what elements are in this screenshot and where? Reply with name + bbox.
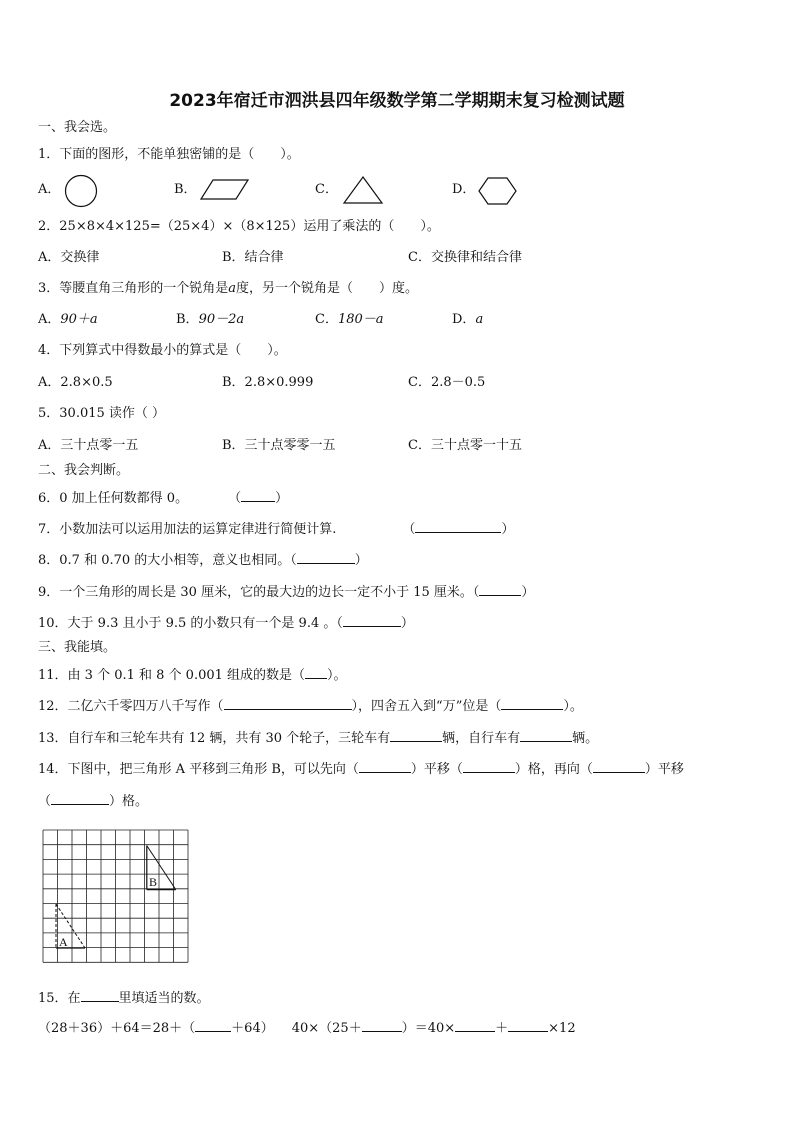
section-heading-choose: 一、我会选。 bbox=[38, 120, 117, 135]
q15-pre: 15．在 bbox=[38, 991, 81, 1006]
q15-expr1-a: （28＋36）＋64＝28＋（ bbox=[38, 1021, 196, 1036]
q14-text-1: 14．下图中，把三角形 A 平移到三角形 B，可以先向（ bbox=[38, 762, 359, 777]
q3-option-a-expr: 90＋a bbox=[60, 312, 98, 327]
q14-text-2: ）平移（ bbox=[410, 762, 463, 777]
q4-option-c: C．2.8－0.5 bbox=[408, 375, 486, 390]
question-7: 7．小数加法可以运用加法的运算定律进行简便计算. （ ） bbox=[38, 519, 514, 539]
question-12 bbox=[38, 696, 583, 716]
q14-steps-1-blank[interactable] bbox=[463, 759, 515, 773]
q3-option-c bbox=[315, 311, 384, 329]
q6-close-paren: ） bbox=[275, 491, 289, 506]
q13-pre: 13．自行车和三轮车共有 12 辆，共有 30 个轮子，三轮车有 bbox=[38, 731, 391, 746]
q3-option-b-expr: 90－2a bbox=[198, 312, 245, 327]
hexagon-shape-icon bbox=[478, 176, 518, 206]
q3-stem-pre: 3．等腰直角三角形的一个锐角是 bbox=[38, 281, 229, 296]
triangle-shape-icon bbox=[342, 175, 384, 205]
q14-text-6: ）格。 bbox=[109, 794, 149, 809]
circle-shape-icon bbox=[64, 174, 98, 208]
question-2-stem: 2．25×8×4×125=（25×4）×（8×125）运用了乘法的（ ）。 bbox=[38, 219, 440, 234]
q7-close-paren: ） bbox=[501, 522, 515, 537]
q9-close-paren: ） bbox=[521, 585, 535, 600]
q13-mid: 辆，自行车有 bbox=[442, 731, 521, 746]
q4-option-b: B．2.8×0.999 bbox=[222, 375, 314, 390]
q15-expr2-b: ）＝40× bbox=[401, 1021, 456, 1036]
question-1-stem: 1．下面的图形，不能单独密铺的是（ ）。 bbox=[38, 147, 300, 162]
q9-answer-blank[interactable] bbox=[479, 582, 521, 596]
q15-expr2-blank-1[interactable] bbox=[362, 1018, 402, 1032]
question-14-line-1 bbox=[38, 759, 684, 779]
q3-option-d-expr: a bbox=[475, 312, 484, 327]
q5-option-a: A．三十点零一五 bbox=[38, 438, 139, 453]
q2-option-c: C．交换律和结合律 bbox=[408, 250, 522, 265]
q12-rounded-blank[interactable] bbox=[501, 696, 563, 710]
question-5-stem: 5．30.015 读作（ ） bbox=[38, 406, 166, 421]
question-11 bbox=[38, 665, 347, 685]
triangle-a-label: A bbox=[59, 935, 68, 949]
question-15-expressions bbox=[38, 1018, 576, 1038]
q7-answer-blank[interactable] bbox=[415, 519, 501, 533]
q14-text-4: ）平移 bbox=[644, 762, 684, 777]
q14-direction-2-blank[interactable] bbox=[593, 759, 645, 773]
question-4-stem: 4．下列算式中得数最小的算式是（ ）。 bbox=[38, 343, 287, 358]
question-9 bbox=[38, 582, 534, 602]
q8-answer-blank[interactable] bbox=[297, 550, 355, 564]
page-title: 2023年宿迁市泗洪县四年级数学第二学期期末复习检测试题 bbox=[169, 91, 625, 111]
q3-option-c-expr: 180－a bbox=[337, 312, 384, 327]
triangle-b-label: B bbox=[149, 875, 158, 889]
q13-bicycle-blank[interactable] bbox=[520, 728, 572, 742]
question-15-stem bbox=[38, 988, 210, 1008]
q3-stem-variable: a bbox=[228, 281, 237, 296]
q5-option-b: B．三十点零零一五 bbox=[222, 438, 336, 453]
q15-expr2-blank-2[interactable] bbox=[455, 1018, 495, 1032]
q12-pre: 12．二亿六千零四万八千写作（ bbox=[38, 699, 224, 714]
q10-text: 10．大于 9.3 且小于 9.5 的小数只有一个是 9.4 。（ bbox=[38, 616, 343, 631]
q3-option-a bbox=[38, 311, 98, 329]
q1-option-c-label: C． bbox=[315, 182, 338, 197]
question-6: 6．0 加上任何数都得 0。 （ ） bbox=[38, 488, 288, 508]
q9-text: 9．一个三角形的周长是 30 厘米，它的最大边的边长一定不小于 15 厘米。（ bbox=[38, 585, 480, 600]
parallelogram-shape-icon bbox=[200, 178, 250, 202]
q15-expr2-d: ×12 bbox=[548, 1021, 576, 1036]
q14-text-3: ）格，再向（ bbox=[514, 762, 593, 777]
q10-close-paren: ） bbox=[400, 616, 414, 631]
section-heading-judge: 二、我会判断。 bbox=[38, 463, 130, 478]
q6-text: 6．0 加上任何数都得 0。 bbox=[38, 491, 189, 506]
question-10 bbox=[38, 613, 414, 633]
q11-answer-blank[interactable] bbox=[305, 665, 327, 679]
q12-written-blank[interactable] bbox=[224, 696, 352, 710]
q5-option-c: C．三十点零一十五 bbox=[408, 438, 522, 453]
translation-grid-figure bbox=[40, 827, 194, 969]
q2-option-b: B．结合律 bbox=[222, 250, 284, 265]
q15-expr2-a: 40×（25＋ bbox=[291, 1021, 362, 1036]
q3-option-b bbox=[176, 311, 244, 329]
q1-option-b-label: B． bbox=[174, 182, 197, 197]
q11-post: ）。 bbox=[327, 668, 347, 683]
question-13 bbox=[38, 728, 598, 748]
q4-option-a: A．2.8×0.5 bbox=[38, 375, 113, 390]
q15-blank-example bbox=[81, 988, 119, 1002]
q7-text: 7．小数加法可以运用加法的运算定律进行简便计算. bbox=[38, 522, 337, 537]
q3-option-c-label: C． bbox=[315, 312, 338, 327]
q3-option-d bbox=[452, 311, 483, 329]
q12-mid: ），四舍五入到“万”位是（ bbox=[351, 699, 502, 714]
question-8 bbox=[38, 550, 368, 570]
q2-option-a: A．交换律 bbox=[38, 250, 100, 265]
q8-text: 8．0.7 和 0.70 的大小相等，意义也相同。（ bbox=[38, 553, 297, 568]
q10-answer-blank[interactable] bbox=[343, 613, 401, 627]
q15-expr2-c: ＋ bbox=[495, 1021, 509, 1036]
q15-expr1-b: ＋64） bbox=[231, 1021, 274, 1036]
q13-tricycle-blank[interactable] bbox=[390, 728, 442, 742]
q14-direction-1-blank[interactable] bbox=[359, 759, 411, 773]
q11-pre: 11．由 3 个 0.1 和 8 个 0.001 组成的数是（ bbox=[38, 668, 306, 683]
q3-option-d-label: D． bbox=[452, 312, 476, 327]
q15-expr2-blank-3[interactable] bbox=[508, 1018, 548, 1032]
section-heading-fill: 三、我能填。 bbox=[38, 640, 117, 655]
q15-expr1-blank[interactable] bbox=[195, 1018, 231, 1032]
q1-option-d-label: D． bbox=[452, 182, 476, 197]
q3-option-b-label: B． bbox=[176, 312, 199, 327]
q13-post: 辆。 bbox=[572, 731, 599, 746]
q6-answer-blank[interactable] bbox=[241, 488, 275, 502]
question-3-stem bbox=[38, 280, 418, 298]
q1-option-a-label: A． bbox=[38, 182, 61, 197]
q15-post: 里填适当的数。 bbox=[118, 991, 210, 1006]
q8-close-paren: ） bbox=[354, 553, 368, 568]
q14-text-5: （ bbox=[38, 794, 52, 809]
q14-steps-2-blank[interactable] bbox=[51, 791, 109, 805]
q3-option-a-label: A． bbox=[38, 312, 61, 327]
q12-post: ）。 bbox=[563, 699, 583, 714]
q3-stem-post: 度，另一个锐角是（ ）度。 bbox=[236, 281, 419, 296]
question-14-line-2 bbox=[38, 791, 148, 811]
